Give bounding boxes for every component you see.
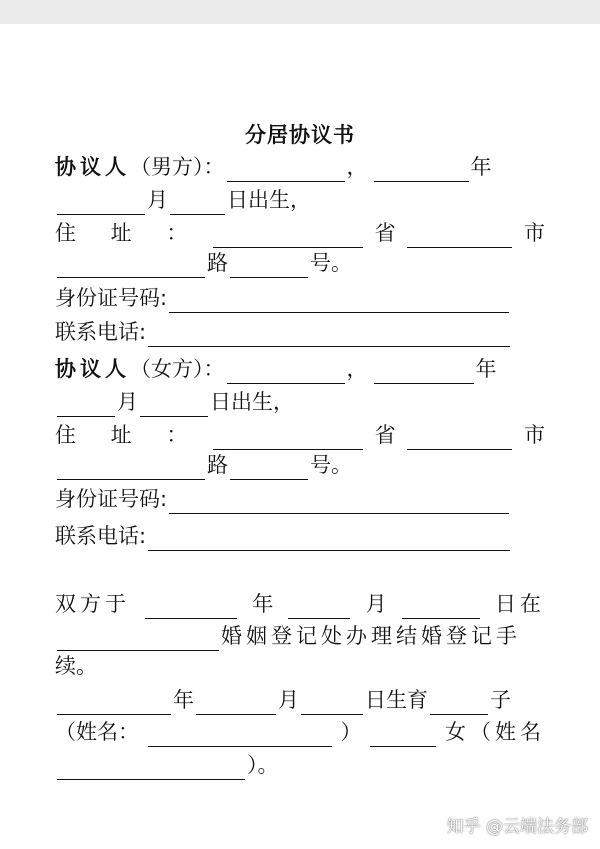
female-id-label: 身份证号码:: [55, 487, 168, 511]
female-month-label: 月: [117, 390, 138, 414]
child-day-blank: [301, 692, 363, 715]
male-role-label: （男方）：: [130, 155, 225, 179]
child-son-name-blank: [148, 724, 332, 747]
marriage-month-blank: [288, 596, 350, 619]
female-province-label: 省: [374, 423, 396, 447]
child-end-line: [55, 750, 545, 780]
female-id-line: [55, 484, 545, 514]
male-number-blank: [230, 255, 308, 278]
marriage-end-line: [55, 651, 545, 681]
child-name-close: ）: [340, 720, 362, 744]
marriage-day-blank: [402, 596, 480, 619]
male-number-label: 号。: [310, 251, 352, 275]
child-birth-line: [55, 685, 545, 715]
male-year-label: 年: [470, 155, 492, 179]
male-born-label: 日出生，: [227, 188, 311, 212]
female-road-blank: [57, 457, 205, 480]
male-comma: ，: [346, 155, 368, 179]
female-party-label: 协议人: [55, 357, 130, 381]
male-province-label: 省: [374, 221, 396, 245]
male-city-label: 市: [523, 221, 545, 245]
female-birth-month-blank: [57, 394, 115, 417]
child-birth-label: 日生育: [365, 688, 428, 712]
male-id-blank: [169, 290, 509, 313]
marriage-end-label: 续。: [55, 654, 97, 678]
child-son-blank: [430, 692, 488, 715]
child-daughter-label: 女（姓名: [445, 720, 545, 744]
marriage-month-label: 月: [365, 592, 387, 616]
female-city-label: 市: [523, 423, 545, 447]
male-id-line: [55, 283, 545, 313]
marriage-prefix: 双方于: [55, 592, 130, 616]
male-name-blank: [227, 159, 345, 182]
male-road-blank: [57, 255, 205, 278]
marriage-office-label: 婚姻登记处办理结婚登记手: [221, 624, 521, 648]
female-party-line: [55, 354, 545, 384]
male-road-line: [55, 248, 545, 278]
marriage-office-blank: [57, 628, 219, 651]
male-phone-blank: [148, 324, 510, 347]
child-month-blank: [196, 692, 276, 715]
child-name-line: [55, 717, 545, 747]
male-city-blank: [407, 225, 512, 248]
child-name-open: （姓名：: [55, 720, 139, 744]
male-address-line: [55, 218, 545, 248]
document-title: 分居协议书: [245, 123, 355, 147]
female-birth-year-blank: [374, 361, 474, 384]
child-end-label: ）。: [247, 753, 279, 777]
child-year-blank: [57, 692, 171, 715]
male-birth-month-blank: [57, 192, 145, 215]
female-city-blank: [407, 427, 512, 450]
female-address-line: [55, 420, 545, 450]
female-phone-blank: [148, 528, 510, 551]
female-id-blank: [169, 491, 509, 514]
female-province-blank: [213, 427, 363, 450]
female-road-label: 路: [207, 453, 228, 477]
child-year-label: 年: [173, 688, 194, 712]
male-party-line: [55, 152, 545, 182]
male-birth-line: [55, 185, 545, 215]
male-id-label: 身份证号码:: [55, 286, 168, 310]
marriage-year-label: 年: [252, 592, 274, 616]
female-number-blank: [230, 457, 308, 480]
child-daughter-blank: [370, 724, 436, 747]
male-birth-day-blank: [170, 192, 225, 215]
male-address-label: 住 址 ：: [55, 221, 202, 245]
female-number-label: 号。: [310, 453, 352, 477]
male-phone-label: 联系电话:: [55, 320, 147, 344]
male-birth-year-blank: [374, 159, 469, 182]
top-bar: [0, 0, 600, 24]
female-birth-line: [55, 387, 545, 417]
male-month-label: 月: [147, 188, 168, 212]
male-phone-line: [55, 317, 545, 347]
child-daughter-name-blank: [57, 757, 245, 780]
female-role-label: （女方）：: [130, 357, 225, 381]
marriage-year-blank: [145, 596, 237, 619]
male-party-label: 协议人: [55, 155, 130, 179]
male-province-blank: [213, 225, 363, 248]
female-born-label: 日出生，: [210, 390, 294, 414]
marriage-office-line: [55, 621, 545, 651]
marriage-date-line: [55, 589, 545, 619]
female-phone-label: 联系电话:: [55, 524, 147, 548]
female-name-blank: [227, 361, 345, 384]
female-address-label: 住 址 ：: [55, 423, 202, 447]
document-page: [0, 24, 600, 849]
female-road-line: [55, 450, 545, 480]
female-phone-line: [55, 521, 545, 551]
watermark: 知乎 @云端法务部: [446, 817, 588, 837]
marriage-day-label: 日在: [494, 592, 545, 616]
child-son-label: 子: [490, 688, 511, 712]
male-road-label: 路: [207, 251, 228, 275]
child-month-label: 月: [278, 688, 299, 712]
female-year-label: 年: [475, 357, 497, 381]
female-birth-day-blank: [140, 394, 208, 417]
female-comma: ，: [346, 357, 368, 381]
